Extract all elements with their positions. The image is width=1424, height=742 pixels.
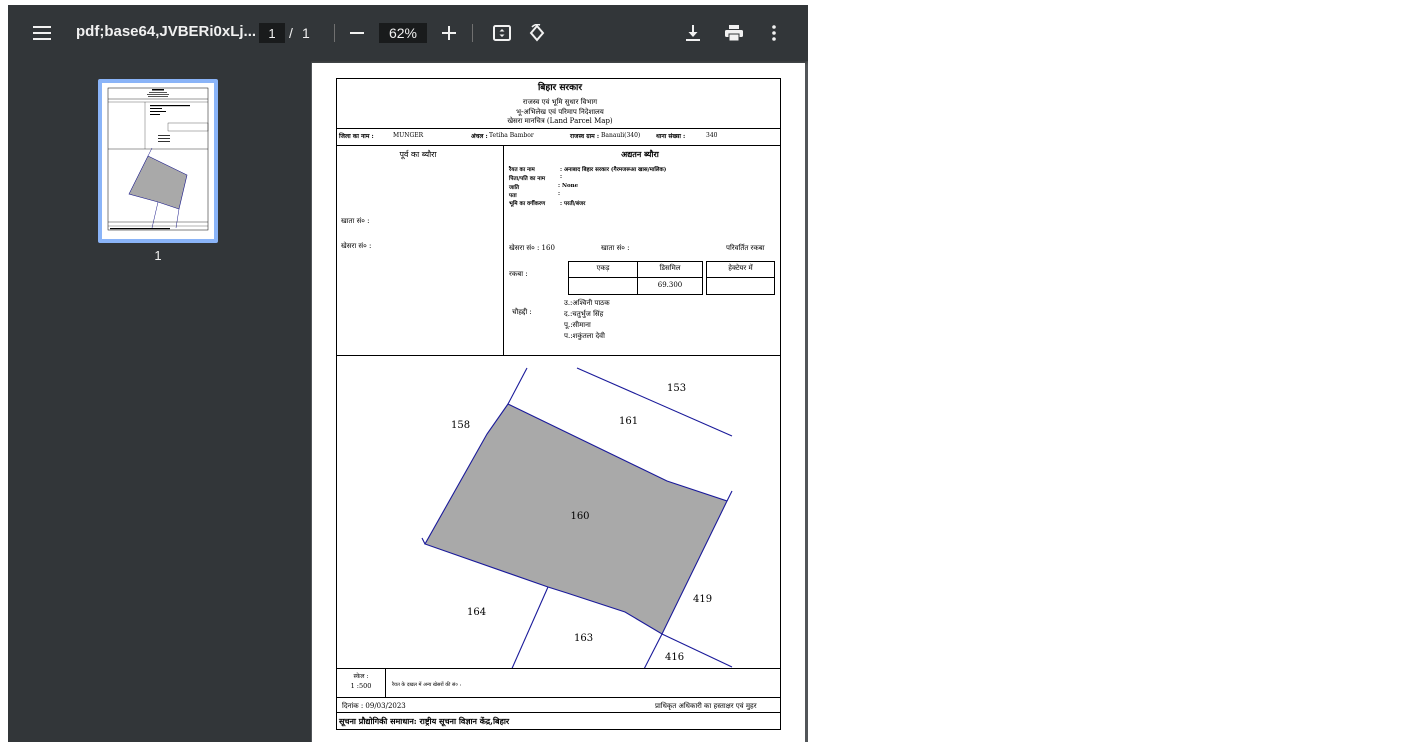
thumbnail-preview — [102, 83, 214, 239]
thumbnail-page-number: 1 — [154, 248, 162, 263]
anchal-value: Tetiha Bambor — [489, 132, 534, 139]
changed-area-label: परिवर्तित रकबा — [726, 244, 765, 252]
fit-page-button[interactable] — [486, 17, 518, 49]
fit-to-page-icon — [493, 25, 511, 41]
boundary-label: चौहद्दी : — [512, 308, 532, 316]
page-separator: / — [289, 25, 293, 41]
mauza-label: राजस्व ग्राम : — [570, 133, 600, 140]
hamburger-icon — [33, 26, 51, 40]
field-value: : — [558, 191, 561, 197]
scale-label: स्केल : — [353, 673, 369, 680]
header-line-4: खेसरा मानचित्र (Land Parcel Map) — [507, 117, 613, 125]
page-thumbnail[interactable] — [98, 79, 218, 243]
neighbour-plot-label: 158 — [451, 420, 471, 431]
download-button[interactable] — [677, 17, 709, 49]
neighbour-plot-label: 153 — [667, 383, 687, 394]
print-button[interactable] — [718, 17, 750, 49]
zoom-out-button[interactable] — [341, 17, 373, 49]
print-icon — [725, 25, 743, 41]
header-line-1: बिहार सरकार — [537, 83, 583, 93]
thumbnail-sidebar — [8, 61, 311, 742]
area-label: रकबा : — [509, 270, 528, 278]
field-value: : None — [558, 183, 579, 189]
zoom-input[interactable]: 62% — [379, 23, 427, 43]
right-panel-title: अद्यतन ब्यौरा — [621, 149, 659, 159]
thana-value: 340 — [706, 132, 718, 139]
field-value: : अनाबाद बिहार सरकार (गैरमजरूआ खास/मालिक) — [560, 167, 667, 173]
district-value: MUNGER — [393, 132, 424, 139]
field-label: पता — [509, 193, 517, 199]
plus-icon — [442, 26, 456, 40]
neighbour-plot-label: 416 — [665, 652, 685, 663]
toolbar — [8, 5, 808, 61]
left-panel-title: पूर्व का ब्यौरा — [399, 150, 437, 159]
other-khesra-label: रैयत के दखल में अन्य खेसरों की सं० : — [392, 682, 462, 688]
field-value: : परती/बंजर — [560, 201, 586, 207]
khata-number: खाता सं० : — [601, 244, 630, 252]
area-header-hectare: हेक्टेयर में — [728, 264, 753, 272]
document-title: pdf;base64,JVBERi0xLj... — [76, 23, 257, 40]
rotate-button[interactable] — [521, 17, 553, 49]
field-label: जाति — [509, 185, 520, 191]
field-label: रैयत का नाम — [509, 167, 535, 173]
zoom-in-button[interactable] — [433, 17, 465, 49]
toolbar-divider — [472, 24, 473, 42]
signature-label: प्राधिकृत अधिकारी का हस्ताक्षर एवं मुहर — [655, 702, 757, 710]
neighbour-plot-label: 419 — [693, 594, 713, 605]
page-number-input[interactable]: 1 — [259, 23, 285, 43]
more-vert-icon — [772, 25, 776, 41]
field-value: : — [560, 174, 563, 180]
more-options-button[interactable] — [758, 17, 790, 49]
page-total: 1 — [302, 25, 310, 41]
pdf-page — [312, 63, 805, 742]
scale-value: 1 :500 — [350, 682, 372, 690]
date-label: दिनांक : 09/03/2023 — [342, 702, 406, 710]
field-label: भूमि का वर्गीकरण — [509, 201, 546, 207]
header-line-2: राजस्व एवं भूमि सुधार विभाग — [522, 98, 598, 106]
thumbnail-image — [102, 83, 214, 239]
rotate-icon — [528, 24, 546, 42]
anchal-label: अंचल : — [471, 133, 488, 140]
boundary-east: पू.:सीमाना — [564, 321, 591, 329]
minus-icon — [350, 26, 364, 40]
neighbour-plot-label: 163 — [574, 633, 594, 644]
neighbour-plot-label: 164 — [467, 607, 487, 618]
left-khata-label: खाता सं० : — [341, 217, 370, 225]
left-khesra-label: खेसरा सं० : — [341, 242, 372, 250]
credit-line: सूचना प्रौद्योगिकी समाधान: राष्ट्रीय सूचना विज्ञान केंद्र,बिहार — [339, 716, 510, 726]
header-line-3: भू-अभिलेख एवं परिमाप निदेशालय — [516, 108, 604, 116]
neighbour-plot-label: 161 — [619, 416, 639, 427]
main-plot-label: 160 — [570, 511, 590, 522]
boundary-south: द.:चतुर्भुज सिंह — [564, 310, 604, 318]
boundary-west: प.:शकुंतला देवी — [564, 332, 605, 340]
thana-label: थाना संख्या : — [656, 133, 686, 140]
area-header-acre: एकड़ — [596, 264, 610, 272]
khesra-number: खेसरा सं० : 160 — [509, 244, 555, 252]
toolbar-divider — [334, 24, 335, 42]
boundary-north: उ.:अश्विनी पाठक — [564, 299, 610, 307]
pdf-viewer — [8, 5, 808, 742]
mauza-value: Banauli(340) — [601, 132, 641, 139]
district-label: जिला का नाम : — [339, 133, 374, 140]
area-value-decimal: 69.300 — [657, 281, 683, 289]
area-header-decimal: डिसमिल — [659, 264, 681, 272]
parcel-map — [312, 63, 805, 742]
download-icon — [686, 25, 700, 41]
menu-button[interactable] — [26, 17, 58, 49]
field-label: पिता/पति का नाम — [509, 176, 546, 182]
